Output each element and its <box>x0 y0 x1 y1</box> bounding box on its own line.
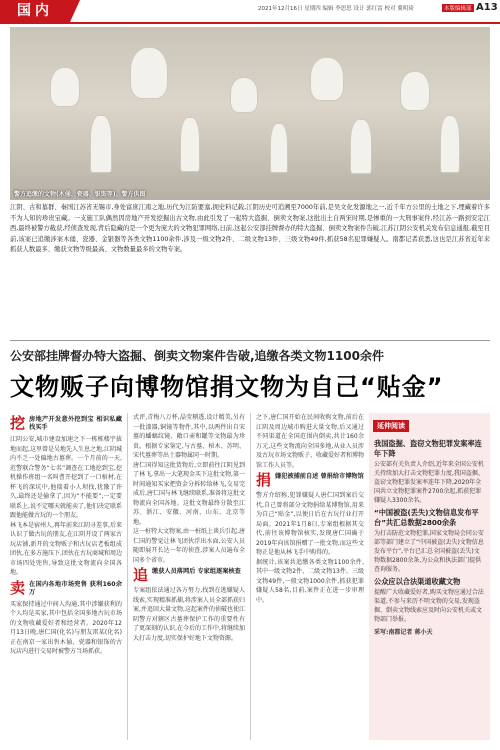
sidebar-tab: 延伸阅读 <box>373 420 409 432</box>
section-head-char: 挖 <box>10 414 26 432</box>
figurine-relic <box>440 115 460 173</box>
relics-photo <box>10 27 490 200</box>
subheadline: 公安部挂牌督办特大盗掘、倒卖文物案件告破,追缴各类文物1100余件 <box>10 349 384 363</box>
sidebar-item <box>369 439 490 505</box>
paragraph: 这一桩特大文物案,由一桩纸上谈兵引起,唐仁国的警觉让林飞团伙浮出水面,公安人员随即展开长达一年的侦查,涉案人员遍布全国多个省市。 <box>133 528 245 564</box>
byline: 采写:南都记者 蒋小天 <box>374 629 433 636</box>
edition-badge: 本版编辑部 <box>444 6 472 12</box>
paragraph: 之下,唐仁国开始在民间收购文物,前后在江阴及周边城市购进大量文物,后又通过不同渠道在全国范围内倒卖,共计160余万元,这些文物流向全国多地,从业人员涉及古玩市场文物贩子、收藏爱好者和博物馆工作人员等。 <box>256 414 364 469</box>
sidebar-item-body: 提醒广大收藏爱好者,购买文物应通过合法渠道,不参与来历不明文物的交易,发现盗掘、倒卖文物线索应及时向公安机关或文物部门举报。 <box>374 589 484 623</box>
sidebar-item-title: “中国被盗(丢失)文物信息发布平台”共汇总数据2800余条 <box>374 508 479 527</box>
section-head-text: 在国内各地市场兜售 获利160余万 <box>29 580 122 596</box>
article-column-3 <box>256 413 364 743</box>
photo-caption: 警方追缴的文物(木俑、瓷器、银饰等)。警方供图 <box>14 191 146 198</box>
headline: 文物贩子向博物馆捐文物为自己“贴金” <box>10 373 444 401</box>
sidebar-item <box>369 508 490 574</box>
paragraph: 江阴公安,城市建设加速之下一栋栋楼宇拔地而起,这里曾是吴地先人生息之地,江阴城内不乏一处偏地古墓葬。一个月前的一天,范警联合警务“七名”调查在工地挖到宝,挖机操作班组一名叫曹开挖到了一口棺材,在杯飞的深坑中,他揣着小人坝找,犹豫了许久,最终还是偷拿了,因为“不能要”,一定要联系上,说不定哪天就能卖了,他们决定联系跟他能做古玩的一个朋友。 <box>10 436 122 519</box>
paragraph: 式评,青梅八万杯,晶莹剔透,设计精美,另有一批漆器,铜镜等物件,其中,以两件出自宋墓的蟠螭纹镜、敞口壶和罐等文物最为珍贵。根据专家鉴定,与古墓、棺木、苏明、宋代墓葬等出土器物属同一时期。 <box>133 414 245 459</box>
section-head-char: 卖 <box>10 578 26 597</box>
divider <box>10 340 490 341</box>
figurine-relic <box>180 117 200 172</box>
sidebar-item-body: 为打击防范文物犯罪,国家文物局会同公安部等部门建立了“中国被盗(丢失)文物信息发布平台”,平台已汇总全国被盗(丢失)文物数据2800余条,为公众和执法部门提供查询服务。 <box>374 530 484 573</box>
sidebar-item-title: 公众应以合法渠道收藏文物 <box>374 577 461 586</box>
paragraph: 专案组依法通过各方努力,找到在逃嫌疑人线索,实现精准抓捕,将涉案人员全部抓获归案,并追回大量文物,这起案件的侦破也使江阴警方对辖区古墓葬保护工作的重要性有了更深刻的认识,在今后的工作中,将继续加大打击力度,切实保护好地下文物资源。 <box>133 587 245 642</box>
paragraph: 林飞本是宿州人,再年前来江阴寻差事,后来认识了做古玩的朋友,在江阴开设了两家古玩店铺,新开的文物贩子和古玩店老板组成团伙,在多方施压下,团伙在古玩商城和周边市场四处兜售,导致这批文物流向全国各地。 <box>10 521 122 576</box>
issue-meta: 2021年12月16日 星期四 编辑 李思思 设计 郭红雷 校对 冀明琦 <box>258 6 414 12</box>
figurine-relic <box>90 115 112 173</box>
section-head-dig <box>10 415 122 432</box>
sidebar-item-title: 我国盗掘、盗窃文物犯罪发案率连年下降 <box>374 439 482 458</box>
section-label: 国内 <box>0 0 70 22</box>
section-head-donate <box>256 472 364 488</box>
sidebar-item-body: 公安部有关负责人介绍,近年来全国公安机关持续加大打击文物犯罪力度,我国盗掘、盗窃文物犯罪发案率连年下降,2020年全国共立文物犯罪案件2700余起,抓获犯罪嫌疑人3300余名。 <box>374 461 484 504</box>
section-head-text: 嫌犯被捕前自述 曾捐给市博物馆 <box>275 473 364 480</box>
paragraph: 据统计,该案共追缴各类文物1100余件,其中一级文物2件、二级文物13件、三级文物49件,一般文物1000余件,抓获犯罪嫌疑人58名,目前,案件正在进一步审理中。 <box>256 558 364 604</box>
page-header <box>0 0 500 24</box>
figurine-relic <box>270 123 288 173</box>
section-head-char: 捐 <box>256 471 272 489</box>
section-head-sell <box>10 580 122 597</box>
paragraph: 唐仁国得知这批货物后,立即前往江阴见到了林飞,拿出一大笔现金买下这批文物,第一时间通知买家把资金分拆转给林飞,交易完成后,唐仁国与林飞继续联系,准备将这批文物流向全国各地。这批文物最终分散至江苏、浙江、安徽、河南、山东、北京等地。 <box>133 461 245 526</box>
section-head-text: 缴获人员落网后 专家组逐案核查 <box>152 568 241 575</box>
jar-relic <box>310 57 344 101</box>
figurine-relic <box>350 119 372 174</box>
article-column-2 <box>133 413 245 743</box>
jar-relic <box>230 77 258 113</box>
paragraph: 买家保持通过中间人沟通,其中涉嫌获利的个人均是买家,其中包括全国多地古玩市场的文物收藏爱好者和经营者。2020年12月13日晚,唐仁国(化名)与朋友雷某(化名)正在南京一家出售木俑、瓷器和银饰的古玩店内进行交易时被警方当场抓获。 <box>10 600 122 655</box>
sidebar-box <box>369 413 490 740</box>
section-head-char: 追 <box>133 566 149 584</box>
column-divider <box>127 413 128 740</box>
jar-relic <box>130 47 168 99</box>
column-divider <box>250 413 251 740</box>
section-head-text: 房地产开发意外挖到宝 相识私藏找买手 <box>29 416 122 431</box>
lead-paragraph: 江阴、古和墓群、秦国江苏省无锡市,身处富庶江南之地,历代为江防要塞,拥史料记载,江阴历史可追溯至7000年前,是吴文化发源地之一,近千年方公里的土地之下,埋藏着许多不为人知的珍贵宝藏。一支施工队偶然因房地产开发挖掘出古文物,由此引发了一起特大盗掘、倒卖文物案,这批出土自两宋时期,是惨重的一大刑事案件,经江苏一路到安定江西,最终被警方截获,经侦查发现,背后隐藏的是一个更为庞大的文物犯罪网络,日前,这起公安部挂牌督办的特大盗掘、倒卖文物案件告破,江苏江阴公安机关发布信息通报,截至目前,该案已追缴涉案木俑、瓷器、金银器等各类文物1100余件,涉及一级文物2件、二级文物13件、三级文物49件,抓获58名犯罪嫌疑人。南都记者获悉,这也是江苏省近年来抓获人数最多、缴获文物等级最高、文物数量最多的文物专案。 <box>10 204 490 253</box>
article-column-1 <box>10 413 122 743</box>
section-head-chase <box>133 567 245 583</box>
jar-relic <box>400 71 430 111</box>
jar-relic <box>50 67 80 107</box>
paragraph: 警方介绍称,犯罪嫌疑人唐仁国到案后交代,自己曾将部分文物捐给某博物馆,用来为自己“贴金”,以便日后在古玩行业打开局面。2021年1月8日,专案组根据其交代,前往该博物馆核实,发现唐仁国确于2019年向该馆捐赠了一批文物,而这些文物正是他从林飞手中购得的。 <box>256 492 364 556</box>
sidebar-item <box>369 577 490 637</box>
page-number: A13 <box>476 2 498 13</box>
